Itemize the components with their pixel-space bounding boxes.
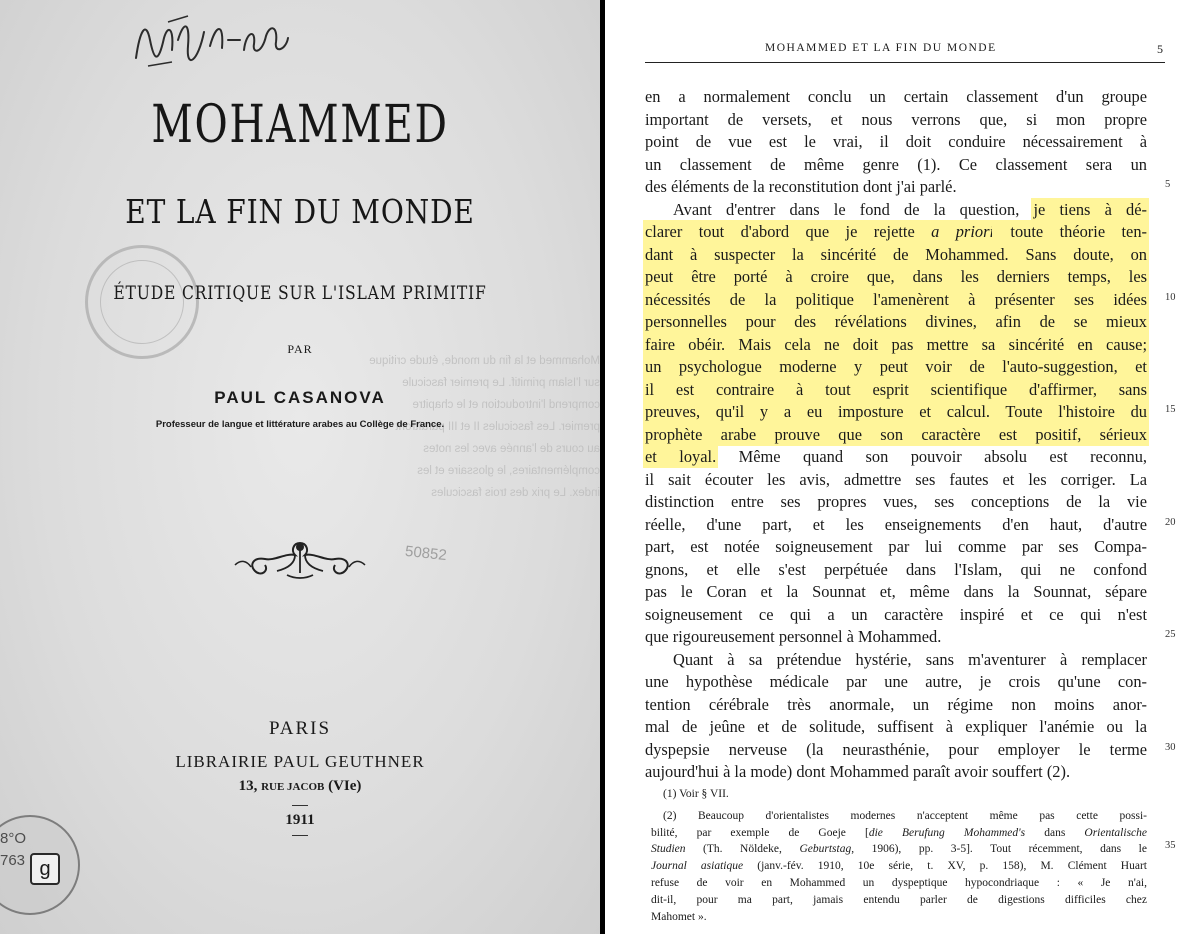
text-segment: Geburtstag bbox=[799, 843, 852, 856]
text-segment: mal de jeûne et de solitude, suffisent à expliquer l'anémie ou la bbox=[645, 717, 1147, 736]
body-line bbox=[645, 289, 1147, 312]
text-segment: dit-il, pour ma part, jamais entendu parler de digestions difficiles chez bbox=[651, 893, 1147, 906]
text-segment: en a normalement conclu un certain classement d'un groupe bbox=[645, 87, 1147, 106]
text-segment: dyspepsie nerveuse (la neurasthénie, pour employer le terme bbox=[645, 739, 1147, 759]
text-segment: (janv.-fév. 1910, 10e série, t. XV, p. 158), M. Clément Huart bbox=[743, 860, 1147, 873]
footnote-line bbox=[651, 825, 1147, 842]
line-number: 25 bbox=[1165, 629, 1176, 640]
text-segment: Journal asiatique bbox=[651, 860, 744, 873]
text-segment: aujourd'hui à la mode) dont Mohammed paraît avoir souffert (2). bbox=[645, 762, 1071, 781]
text-segment: Avant d'entrer dans le fond de la question, bbox=[673, 199, 1034, 219]
text-segment: tention cérébrale très anormale, un régime non moins anor- bbox=[645, 694, 1147, 714]
body-line bbox=[645, 221, 1147, 244]
text-segment: réelle, d'une part, et les enseignements d'en haut, d'autre bbox=[645, 514, 1147, 534]
footnote-line bbox=[651, 909, 1147, 926]
footnote-line bbox=[651, 808, 1147, 825]
text-segment: die Berufung Mohammed's bbox=[868, 826, 1026, 839]
cover-address bbox=[0, 778, 600, 795]
body-line bbox=[645, 199, 1147, 222]
cover-title: MOHAMMED bbox=[151, 95, 449, 155]
highlighted-text: peut être porté à croire que, dans les derniers temps, les bbox=[645, 267, 1147, 286]
address-arrondissement: (VIe) bbox=[328, 778, 362, 794]
text-segment: Mahomet ». bbox=[651, 910, 707, 923]
body-line bbox=[645, 311, 1147, 334]
body-line bbox=[645, 491, 1147, 514]
address-number: 13, bbox=[238, 778, 258, 794]
text-segment: point de vue est le vrai, il doit conduire nécessairement à bbox=[645, 132, 1147, 151]
line-number: 15 bbox=[1165, 404, 1176, 415]
text-segment: soigneusement ce qui a un caractère inspiré et ce qui n'est bbox=[645, 604, 1147, 624]
text-segment: (1) Voir § VII. bbox=[663, 788, 729, 800]
line-number: 5 bbox=[1165, 179, 1171, 190]
ornament-icon bbox=[225, 535, 375, 585]
text-segment: (Th. Nöldeke, bbox=[685, 843, 800, 856]
divider bbox=[292, 805, 308, 806]
footnote-line bbox=[651, 786, 1147, 803]
text-page bbox=[605, 0, 1200, 934]
handwritten-annotation bbox=[128, 10, 298, 70]
text-segment: pas le Coran et la Sounnat et, même dans la Sounnat, sépare bbox=[645, 582, 1147, 601]
highlighted-text: dant à suspecter la sincérité de Mohammed. Sans doute, on bbox=[645, 244, 1147, 264]
body-line bbox=[645, 356, 1147, 379]
highlighted-text: et loyal. bbox=[645, 447, 717, 466]
body-line bbox=[645, 266, 1147, 289]
body-line bbox=[645, 446, 1147, 469]
body-line bbox=[645, 626, 1147, 649]
body-line bbox=[645, 581, 1147, 604]
cover-year: 1911 bbox=[285, 812, 315, 828]
body-line bbox=[645, 649, 1147, 672]
text-segment: des éléments de la reconstitution dont j'ai parlé. bbox=[645, 177, 957, 196]
line-number: 20 bbox=[1165, 516, 1176, 528]
body-line bbox=[645, 694, 1147, 717]
text-segment: distinction entre ses propres vues, ses conceptions de la vie bbox=[645, 492, 1147, 511]
line-number: 35 bbox=[1165, 840, 1176, 851]
text-segment: Studien bbox=[651, 843, 686, 856]
body-line bbox=[645, 716, 1147, 739]
text-segment: (2) Beaucoup d'orientalistes modernes n'acceptent même pas cette possi- bbox=[663, 809, 1147, 822]
inventory-number: 50852 bbox=[404, 542, 448, 565]
footnotes bbox=[651, 786, 1147, 925]
text-segment: que rigoureusement personnel à Mohammed. bbox=[645, 627, 942, 646]
body-line bbox=[645, 379, 1147, 402]
text-segment: important de versets, et nous verrons que, si mon propre bbox=[645, 109, 1147, 129]
highlighted-text: faire obéir. Mais cela ne doit pas mettre sa sincérité en cause; bbox=[645, 334, 1147, 354]
shelf-mark-line: 763 bbox=[0, 852, 26, 869]
body-line bbox=[645, 469, 1147, 492]
body-line bbox=[645, 536, 1147, 559]
highlighted-text: clarer tout d'abord que je rejette bbox=[645, 222, 932, 241]
highlighted-text: prophète arabe prouve que son caractère est positif, sérieux bbox=[645, 424, 1147, 444]
text-segment: Même quand son pouvoir absolu est reconnu, bbox=[716, 447, 1147, 466]
body-line bbox=[645, 401, 1147, 424]
text-segment: Orientalische bbox=[1084, 826, 1148, 839]
cover-subtitle: ET LA FIN DU MONDE bbox=[125, 192, 475, 231]
body-line bbox=[645, 739, 1147, 762]
text-segment: refuse de voir en Mohammed un dyspeptique hypocondriaque : « Je n'ai, bbox=[651, 876, 1147, 889]
body-line bbox=[645, 86, 1147, 109]
text-segment: il sait écouter les avis, admettre ses fautes et les corriger. La bbox=[645, 469, 1147, 489]
text-segment: part, est notée soigneusement par lui comme par ses Compa- bbox=[645, 537, 1147, 556]
text-segment: un classement de même genre (1). Ce classement sera un bbox=[645, 154, 1147, 174]
highlighted-text: nécessités de la politique l'amenèrent à présenter ses idées bbox=[645, 289, 1147, 309]
text-segment: , 1906), pp. 3-5]. Tout récemment, dans le bbox=[851, 843, 1147, 856]
body-line bbox=[645, 176, 1147, 199]
highlighted-text: un psychologue moderne y peut voir de l'auto-suggestion, et bbox=[645, 357, 1147, 376]
footnote-line bbox=[651, 875, 1147, 892]
shelf-mark-letter: g bbox=[30, 853, 60, 885]
body-line bbox=[645, 604, 1147, 627]
line-number: 10 bbox=[1165, 291, 1176, 303]
cover-par: PAR bbox=[287, 342, 313, 356]
cover-publisher: LIBRAIRIE PAUL GEUTHNER bbox=[175, 752, 425, 771]
body-line bbox=[645, 109, 1147, 132]
body-line bbox=[645, 514, 1147, 537]
text-segment: Quant à sa prétendue hystérie, sans m'aventurer à remplacer bbox=[673, 649, 1147, 669]
text-segment: gnons, et elle s'est perpétuée dans l'Islam, qui ne confond bbox=[645, 559, 1147, 579]
page-number: 5 bbox=[1157, 42, 1163, 56]
text-segment: une hypothèse médicale par une autre, je crois qu'une con- bbox=[645, 672, 1147, 691]
body-line bbox=[645, 559, 1147, 582]
body-line bbox=[645, 761, 1147, 784]
highlighted-text: a priori bbox=[931, 222, 994, 241]
bleed-through-text: Mohammed et la fin du monde, étude critique sur l'Islam primitif. Le premier fascicule comprend l'introduction et le chapitre premier. Les fascicules II et III paraîtront au cours de l'année avec les notes complémentaires, le glossaire et les index. Le prix des trois fascicules bbox=[369, 355, 600, 499]
body-line bbox=[645, 244, 1147, 267]
footnote-line bbox=[651, 841, 1147, 858]
shelf-mark-line: 8°O bbox=[0, 830, 27, 847]
highlighted-text: personnelles pour des révélations divines, afin de se mieux bbox=[645, 312, 1147, 331]
address-street: RUE JACOB bbox=[261, 781, 325, 793]
text-segment: dans bbox=[1025, 826, 1085, 839]
footnote-line bbox=[651, 858, 1147, 875]
cover-city: PARIS bbox=[268, 718, 332, 739]
highlighted-text: toute théorie ten- bbox=[994, 222, 1147, 241]
divider bbox=[292, 835, 308, 836]
header-rule bbox=[645, 62, 1165, 63]
body-line bbox=[645, 424, 1147, 447]
highlighted-text: preuves, qu'il y a eu imposture et calcul. Toute l'histoire du bbox=[645, 402, 1147, 421]
line-number: 30 bbox=[1165, 741, 1176, 753]
highlighted-text: je tiens à dé- bbox=[1033, 199, 1147, 219]
body-line bbox=[645, 154, 1147, 177]
body-line bbox=[645, 671, 1147, 694]
body-text bbox=[645, 86, 1147, 784]
running-head: MOHAMMED ET LA FIN DU MONDE bbox=[765, 42, 997, 54]
cover-author: PAUL CASANOVA bbox=[214, 388, 386, 407]
body-line bbox=[645, 131, 1147, 154]
cover-author-title: Professeur de langue et littérature arabes au Collège de France. bbox=[155, 419, 445, 430]
body-line bbox=[645, 334, 1147, 357]
footnote-line bbox=[651, 892, 1147, 909]
text-segment: bilité, par exemple de Goeje [ bbox=[651, 826, 869, 839]
cover-etude: ÉTUDE CRITIQUE SUR L'ISLAM PRIMITIF bbox=[113, 282, 487, 304]
highlighted-text: il est contraire à tout esprit scientifique d'affirmer, sans bbox=[645, 379, 1147, 399]
